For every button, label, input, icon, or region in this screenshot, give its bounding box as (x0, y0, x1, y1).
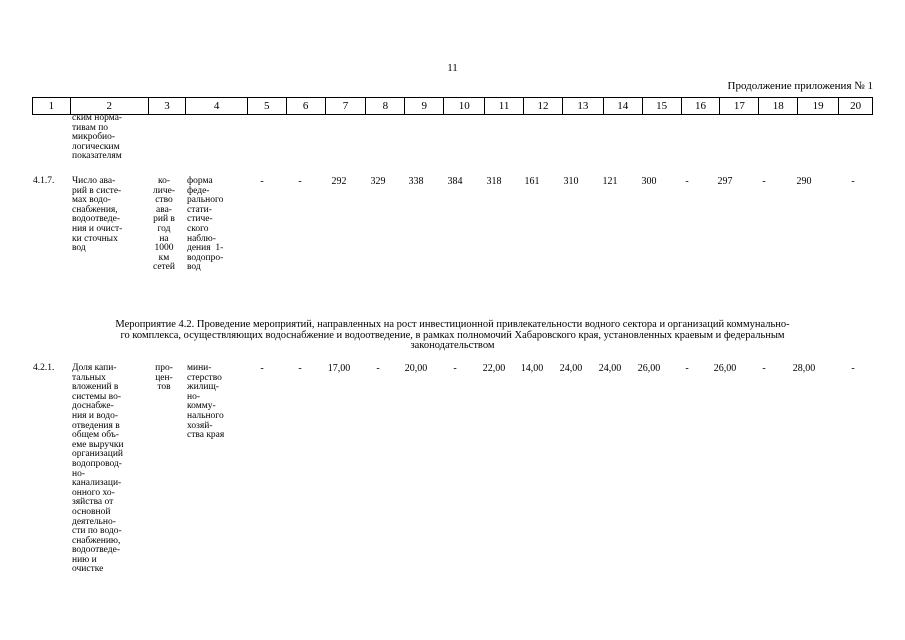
row-4-1-7-id: 4.1.7. (33, 176, 55, 186)
header-col-15: 15 (642, 98, 681, 115)
value-col-9: 338 (408, 176, 424, 187)
header-col-1: 1 (33, 98, 71, 115)
header-col-4: 4 (186, 98, 247, 115)
value-col-12: 14,00 (520, 363, 544, 374)
header-col-9: 9 (405, 98, 444, 115)
header-col-13: 13 (562, 98, 603, 115)
row-4-2-1-name: Доля капи- тальных вложений в системы во- доснабже- ния и водо- отведения в общем объ- еме выручки организаций водопровод- но- канализаци- онного хо- зяйства от основной деятельно- сти по водо- снабжению, водоотведе- нию и очистке (72, 363, 124, 575)
value-col-19: 28,00 (792, 363, 816, 374)
value-col-14: 24,00 (598, 363, 622, 374)
value-col-12: 161 (524, 176, 540, 187)
header-row (33, 98, 873, 115)
header-col-20: 20 (839, 98, 873, 115)
value-col-7: 17,00 (327, 363, 351, 374)
row-4-2-1-id: 4.2.1. (33, 363, 55, 373)
value-col-17: 297 (717, 176, 733, 187)
row-4-1-7-unit: ко- личе- ство ава- рий в год на 1000 км сетей (152, 176, 175, 273)
row-4-2-1-source: мини- стерство жилищ- но- комму- нального хозяй- ства края (187, 363, 225, 441)
header-col-5: 5 (247, 98, 286, 115)
value-col-16: - (685, 176, 689, 187)
value-col-11: 22,00 (482, 363, 506, 374)
value-col-14: 121 (602, 176, 618, 187)
header-col-11: 11 (485, 98, 524, 115)
header-col-7: 7 (325, 98, 366, 115)
measure-4-2-heading: Мероприятие 4.2. Проведение мероприятий, направленных на рост инвестиционной привлекательности водного сектора и организаций коммунально- го комплекса, осуществляющих водоснабжение и водоотведение, в рамках полномочий Хабаровского края, установленных краевым и федеральным законодательством (115, 319, 790, 351)
value-col-20: - (851, 363, 855, 374)
value-col-6: - (298, 363, 302, 374)
value-col-13: 310 (563, 176, 579, 187)
value-col-5: - (260, 363, 264, 374)
header-col-17: 17 (720, 98, 759, 115)
value-col-9: 20,00 (404, 363, 428, 374)
header-col-19: 19 (798, 98, 839, 115)
value-col-6: - (298, 176, 302, 187)
value-col-18: - (762, 363, 766, 374)
row-4-1-7-source: форма феде- рального стати- стиче- ского наблю- дения 1- водопро- вод (187, 176, 224, 273)
value-col-7: 292 (331, 176, 347, 187)
header-col-10: 10 (444, 98, 485, 115)
header-col-3: 3 (148, 98, 186, 115)
value-col-18: - (762, 176, 766, 187)
column-header-table (32, 97, 873, 115)
value-col-15: 26,00 (637, 363, 661, 374)
page-number: 11 (447, 62, 458, 74)
row-4-1-7-name: Число ава- рий в систе- мах водо- снабжения, водоотведе- ния и очист- ки сточных вод (72, 176, 123, 254)
value-col-16: - (685, 363, 689, 374)
continuation-label: Продолжение приложения № 1 (727, 80, 873, 92)
header-col-2: 2 (70, 98, 148, 115)
value-col-5: - (260, 176, 264, 187)
value-col-8: - (376, 363, 380, 374)
value-col-13: 24,00 (559, 363, 583, 374)
header-col-14: 14 (603, 98, 642, 115)
row-4-2-1-unit: про- цен- тов (155, 363, 173, 393)
value-col-20: - (851, 176, 855, 187)
value-col-8: 329 (370, 176, 386, 187)
header-col-12: 12 (524, 98, 563, 115)
value-col-10: - (453, 363, 457, 374)
header-col-6: 6 (286, 98, 325, 115)
value-col-11: 318 (486, 176, 502, 187)
value-col-15: 300 (641, 176, 657, 187)
header-col-8: 8 (366, 98, 405, 115)
header-col-18: 18 (759, 98, 798, 115)
continued-text: ским норма- тивам по микробио- логическим показателям (72, 113, 123, 162)
header-col-16: 16 (681, 98, 720, 115)
value-col-10: 384 (447, 176, 463, 187)
value-col-19: 290 (796, 176, 812, 187)
value-col-17: 26,00 (713, 363, 737, 374)
